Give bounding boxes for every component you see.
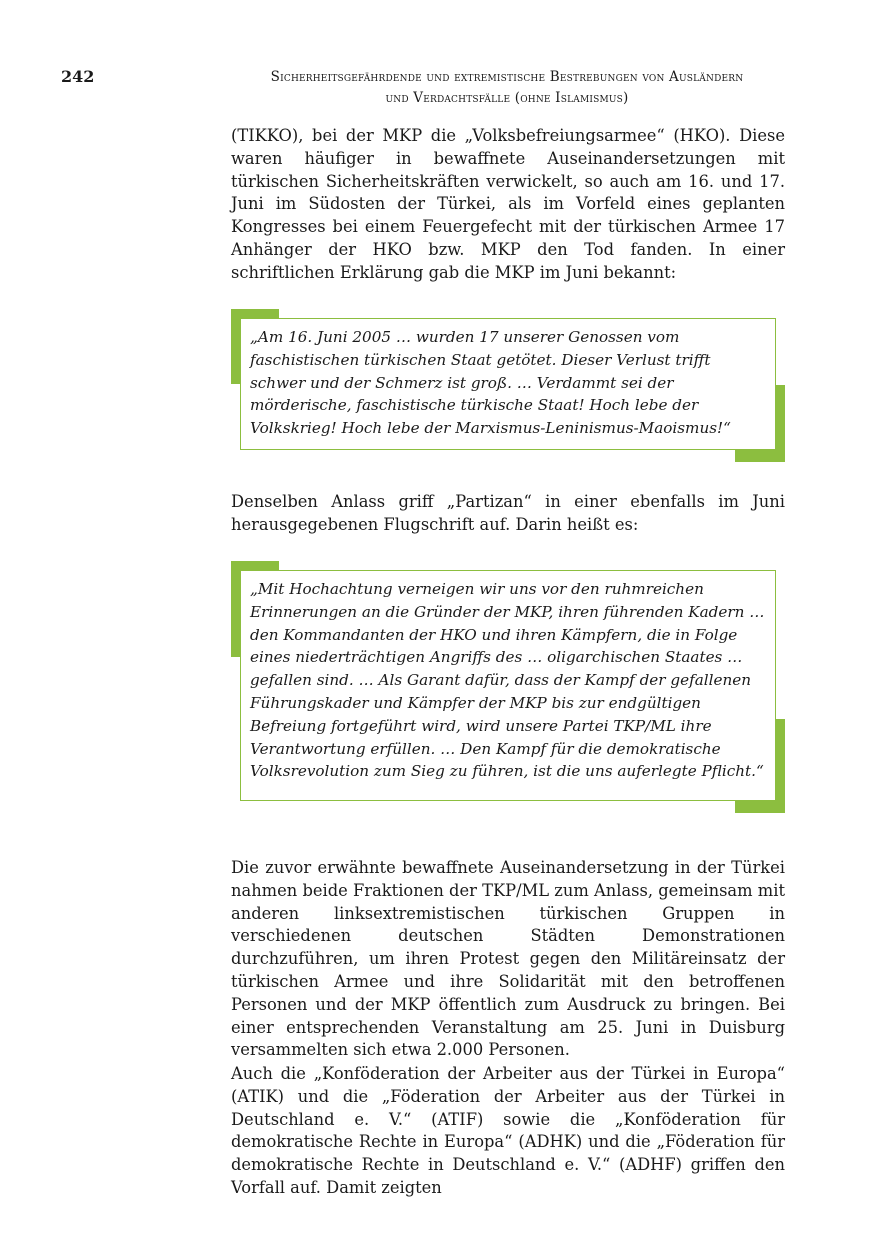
body-paragraph-1 (231, 125, 785, 285)
page-number: 242 (61, 67, 95, 86)
body-paragraph-4 (231, 1063, 785, 1200)
quote-text: „Am 16. Juni 2005 … wurden 17 unserer Genossen vom faschistischen türkischen Staat getötet. Dieser Verlust trifft schwer und der Schmerz ist groß. … Verdammt sei der mörderische, faschistische türkische Staat! Hoch lebe der Volkskrieg! Hoch lebe der Marxismus-Leninismus-Maoismus!“ (250, 328, 731, 438)
paragraph-text: Denselben Anlass griff „Partizan“ in einer ebenfalls im Juni herausgegebenen Flugschrift auf. Darin heißt es: (231, 492, 785, 534)
running-head-line-2: und Verdachtsfälle (ohne Islamismus) (385, 90, 629, 106)
quote-block-2 (231, 561, 785, 813)
paragraph-text: Auch die „Konföderation der Arbeiter aus der Türkei in Europa“ (ATIK) und die „Föderation der Arbeiter aus der Türkei in Deutschland e. V.“ (ATIF) sowie die „Konföderation für demokratische Rechte in Europa“ (ADHK) und die „Föderation für demokratische Rechte in Deutschland e. V.“ (ADHF) griffen den Vorfall auf. Damit zeigten (231, 1064, 785, 1197)
paragraph-text: (TIKKO), bei der MKP die „Volksbefreiungsarmee“ (HKO). Diese waren häufiger in bewaffnete Auseinandersetzungen mit türkischen Sicherheitskräften verwickelt, so auch am 16. und 17. Juni im Südosten der Türkei, als im Vorfeld eines geplanten Kongresses bei einem Feuergefecht mit der türkischen Armee 17 Anhänger der HKO bzw. MKP den Tod fanden. In einer schriftlichen Erklärung gab die MKP im Juni bekannt: (231, 126, 785, 282)
body-paragraph-2 (231, 491, 785, 537)
quote-text: „Mit Hochachtung verneigen wir uns vor den ruhmreichen Erinnerungen an die Gründer der MKP, ihren führenden Kadern … den Kommandanten der HKO und ihren Kämpfern, die in Folge eines niederträchtigen Angriffs des … oligarchischen Staates … gefallen sind. … Als Garant dafür, dass der Kampf der gefallenen Führungskader und Kämpfer der MKP bis zur endgültigen Befreiung fortgeführt wird, wird unsere Partei TKP/ML ihre Verantwortung erfüllen. … Den Kampf für die demokratische Volksrevolution zum Sieg zu führen, ist die uns auferlegte Pflicht.“ (250, 580, 765, 781)
quote-box (240, 318, 776, 450)
paragraph-text: Die zuvor erwähnte bewaffnete Auseinandersetzung in der Türkei nahmen beide Fraktionen der TKP/ML zum Anlass, gemeinsam mit anderen linksextremistischen türkischen Gruppen in verschiedenen deutschen Städten Demonstrationen durchzuführen, um ihren Protest gegen den Militäreinsatz der türkischen Armee und ihre Solidarität mit den betroffenen Personen und der MKP öffentlich zum Ausdruck zu bringen. Bei einer entsprechenden Veranstaltung am 25. Juni in Duisburg versammelten sich etwa 2.000 Personen. (231, 858, 785, 1060)
quote-block-1 (231, 309, 785, 462)
running-head (231, 67, 783, 109)
quote-box (240, 570, 776, 801)
running-head-line-1: Sicherheitsgefährdende und extremistische Bestrebungen von Ausländern (270, 69, 744, 85)
body-paragraph-3 (231, 857, 785, 1062)
